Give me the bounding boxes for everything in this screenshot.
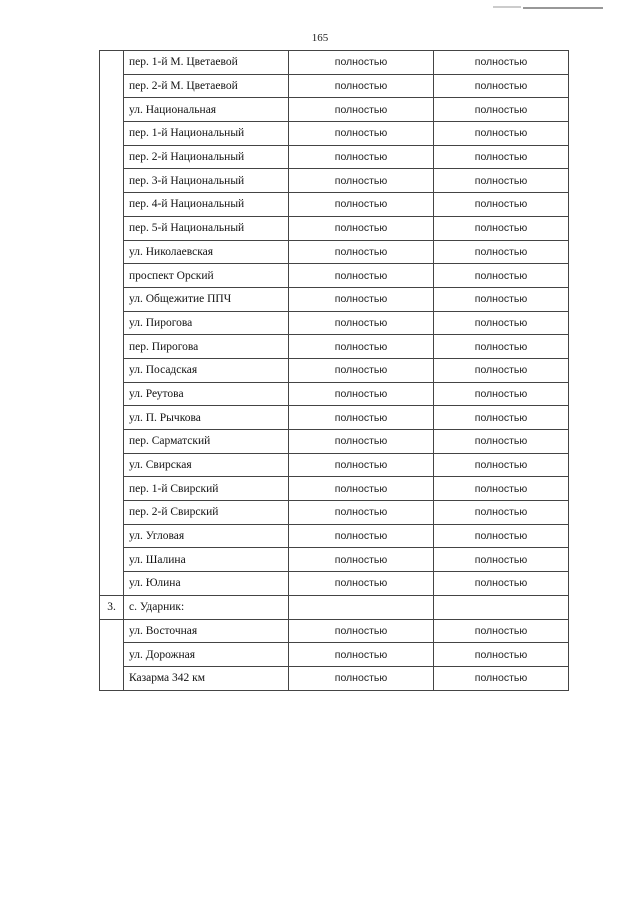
coverage-cell-1: полностью [289,335,434,359]
group-number: 3. [100,595,124,619]
table-row [100,430,569,454]
street-name-cell: пер. 1-й Свирский [124,477,289,501]
table-row [100,240,569,264]
row-number-cell [100,193,124,217]
row-number-cell [100,430,124,454]
coverage-cell-2: полностью [434,572,569,596]
coverage-cell-2: полностью [434,501,569,525]
table-row [100,145,569,169]
row-number-cell [100,548,124,572]
coverage-cell-1: полностью [289,216,434,240]
coverage-cell-2: полностью [434,453,569,477]
table-row [100,572,569,596]
street-name-cell: ул. Угловая [124,524,289,548]
street-name-cell: пер. 5-й Национальный [124,216,289,240]
table-row [100,477,569,501]
table-row [100,264,569,288]
group-header-row [100,595,569,619]
street-name-cell: ул. Дорожная [124,643,289,667]
coverage-cell-2: полностью [434,382,569,406]
streets-table [99,50,569,691]
empty-cell [434,595,569,619]
row-number-cell [100,477,124,501]
coverage-cell-1: полностью [289,51,434,75]
coverage-cell-2: полностью [434,335,569,359]
coverage-cell-2: полностью [434,358,569,382]
street-name-cell: пер. 4-й Национальный [124,193,289,217]
coverage-cell-2: полностью [434,477,569,501]
coverage-cell-2: полностью [434,643,569,667]
coverage-cell-2: полностью [434,145,569,169]
table-row [100,358,569,382]
coverage-cell-1: полностью [289,477,434,501]
coverage-cell-2: полностью [434,193,569,217]
coverage-cell-2: полностью [434,430,569,454]
coverage-cell-1: полностью [289,406,434,430]
row-number-cell [100,145,124,169]
row-number-cell [100,358,124,382]
coverage-cell-2: полностью [434,122,569,146]
table-row [100,643,569,667]
row-number-cell [100,501,124,525]
table-row [100,98,569,122]
row-number-cell [100,572,124,596]
row-number-cell [100,51,124,75]
street-name-cell: ул. Восточная [124,619,289,643]
street-name-cell: ул. Посадская [124,358,289,382]
coverage-cell-2: полностью [434,240,569,264]
row-number-cell [100,453,124,477]
row-number-cell [100,619,124,643]
coverage-cell-2: полностью [434,287,569,311]
coverage-cell-1: полностью [289,619,434,643]
coverage-cell-1: полностью [289,169,434,193]
coverage-cell-1: полностью [289,430,434,454]
coverage-cell-1: полностью [289,145,434,169]
row-number-cell [100,264,124,288]
coverage-cell-1: полностью [289,311,434,335]
street-name-cell: ул. Свирская [124,453,289,477]
table-row [100,619,569,643]
empty-cell [289,595,434,619]
coverage-cell-1: полностью [289,572,434,596]
page-number: 165 [311,32,329,44]
coverage-cell-1: полностью [289,193,434,217]
coverage-cell-2: полностью [434,98,569,122]
row-number-cell [100,311,124,335]
coverage-cell-1: полностью [289,524,434,548]
street-name-cell: ул. Пирогова [124,311,289,335]
street-name-cell: ул. Реутова [124,382,289,406]
row-number-cell [100,287,124,311]
coverage-cell-1: полностью [289,98,434,122]
street-name-cell: ул. Юлина [124,572,289,596]
table-row [100,382,569,406]
coverage-cell-1: полностью [289,264,434,288]
row-number-cell [100,643,124,667]
coverage-cell-1: полностью [289,240,434,264]
table-row [100,524,569,548]
coverage-cell-2: полностью [434,74,569,98]
street-name-cell: проспект Орский [124,264,289,288]
street-name-cell: пер. Сарматский [124,430,289,454]
row-number-cell [100,406,124,430]
row-number-cell [100,98,124,122]
table-row [100,169,569,193]
table-row [100,453,569,477]
coverage-cell-1: полностью [289,382,434,406]
coverage-cell-2: полностью [434,169,569,193]
table-row [100,74,569,98]
street-name-cell: ул. П. Рычкова [124,406,289,430]
table-row [100,287,569,311]
table-row [100,548,569,572]
coverage-cell-2: полностью [434,524,569,548]
street-name-cell: пер. 2-й Национальный [124,145,289,169]
street-name-cell: ул. Шалина [124,548,289,572]
street-name-cell: ул. Национальная [124,98,289,122]
street-name-cell: ул. Николаевская [124,240,289,264]
table-row [100,51,569,75]
table-row [100,501,569,525]
table-row [100,335,569,359]
coverage-cell-2: полностью [434,311,569,335]
street-name-cell: пер. 1-й Национальный [124,122,289,146]
coverage-cell-1: полностью [289,287,434,311]
row-number-cell [100,666,124,690]
street-name-cell: пер. 2-й Свирский [124,501,289,525]
street-name-cell: пер. 3-й Национальный [124,169,289,193]
table-row [100,311,569,335]
row-number-cell [100,240,124,264]
coverage-cell-1: полностью [289,643,434,667]
coverage-cell-1: полностью [289,74,434,98]
row-number-cell [100,524,124,548]
coverage-cell-2: полностью [434,548,569,572]
street-name-cell: пер. 2-й М. Цветаевой [124,74,289,98]
streets-table-body [100,51,569,691]
table-row [100,666,569,690]
table-row [100,216,569,240]
group-title: с. Ударник: [124,595,289,619]
coverage-cell-2: полностью [434,51,569,75]
coverage-cell-1: полностью [289,666,434,690]
street-name-cell: ул. Общежитие ППЧ [124,287,289,311]
street-name-cell: Казарма 342 км [124,666,289,690]
table-row [100,122,569,146]
row-number-cell [100,382,124,406]
coverage-cell-2: полностью [434,666,569,690]
coverage-cell-1: полностью [289,453,434,477]
row-number-cell [100,169,124,193]
street-name-cell: пер. Пирогова [124,335,289,359]
table-row [100,406,569,430]
coverage-cell-2: полностью [434,406,569,430]
coverage-cell-1: полностью [289,122,434,146]
coverage-cell-1: полностью [289,548,434,572]
table-row [100,193,569,217]
coverage-cell-2: полностью [434,264,569,288]
coverage-cell-1: полностью [289,358,434,382]
scan-artifact-mark [493,6,603,10]
row-number-cell [100,335,124,359]
row-number-cell [100,122,124,146]
coverage-cell-1: полностью [289,501,434,525]
street-name-cell: пер. 1-й М. Цветаевой [124,51,289,75]
coverage-cell-2: полностью [434,619,569,643]
row-number-cell [100,74,124,98]
row-number-cell [100,216,124,240]
coverage-cell-2: полностью [434,216,569,240]
